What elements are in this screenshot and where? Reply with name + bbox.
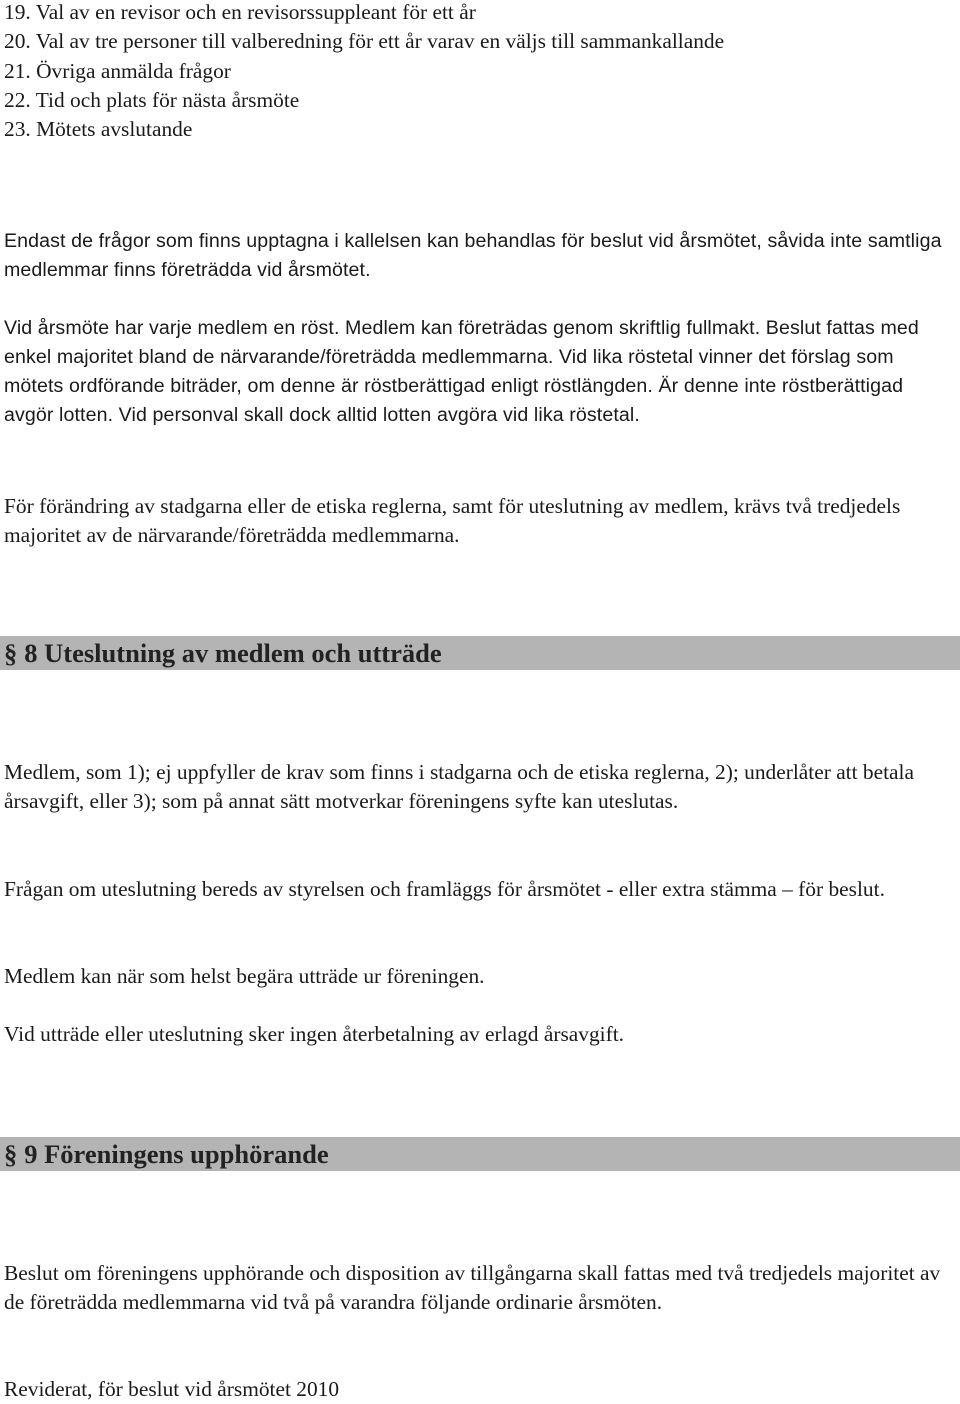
section-8-paragraph: Vid utträde eller uteslutning sker ingen återbetalning av erlagd årsavgift. (4, 1022, 625, 1046)
agenda-item: 19. Val av en revisor och en revisorssuppleant för ett år (4, 0, 476, 24)
agenda-item: 23. Mötets avslutande (4, 117, 193, 141)
section-8-paragraph: Medlem, som 1); ej uppfyller de krav som finns i stadgarna och de etiska reglerna, 2); underlåter att betala årsavgift, eller 3); som på annat sätt motverkar föreningens syfte kan uteslutas. (4, 760, 914, 813)
section-symbol: § (4, 638, 18, 668)
paragraph-agenda-rule: Endast de frågor som finns upptagna i kallelsen kan behandlas för beslut vid årsmötet, såvida inte samtliga medlemmar finns företrädda vid årsmötet. (4, 230, 942, 281)
paragraph-statute-change: För förändring av stadgarna eller de etiska reglerna, samt för uteslutning av medlem, krävs två tredjedels majoritet av de närvarande/företrädda medlemmarna. (4, 494, 901, 547)
section-8-heading (4, 636, 442, 670)
agenda-list (4, 0, 724, 144)
section-8-title: 8 Uteslutning av medlem och utträde (24, 638, 442, 668)
section-9-paragraph: Beslut om föreningens upphörande och disposition av tillgångarna skall fattas med två tredjedels majoritet av de företrädda medlemmarna vid två på varandra följande ordinarie årsmöten. (4, 1261, 941, 1314)
paragraph-voting: Vid årsmöte har varje medlem en röst. Medlem kan företrädas genom skriftlig fullmakt. Beslut fattas med enkel majoritet bland de närvarande/företrädda medlemmarna. Vid lika röstetal vinner det förslag som mötets ordförande biträder, om denne är röstberättigad enligt röstlängden. Är denne inte röstberättigad avgör lotten. Vid personval skall dock alltid lotten avgöra vid lika röstetal. (4, 317, 919, 426)
agenda-item: 22. Tid och plats för nästa årsmöte (4, 87, 300, 112)
agenda-item: 20. Val av tre personer till valberedning för ett år varav en väljs till sammankallande (4, 29, 725, 54)
section-symbol: § (4, 1139, 18, 1169)
section-9-heading (4, 1137, 329, 1171)
revision-note: Reviderat, för beslut vid årsmötet 2010 (4, 1377, 340, 1401)
agenda-item: 21. Övriga anmälda frågor (4, 58, 231, 83)
section-8-paragraph: Medlem kan när som helst begära utträde ur föreningen. (4, 964, 485, 988)
section-9-title: 9 Föreningens upphörande (24, 1139, 329, 1169)
section-8-paragraph: Frågan om uteslutning bereds av styrelsen och framläggs för årsmötet - eller extra stämma – för beslut. (4, 877, 885, 901)
